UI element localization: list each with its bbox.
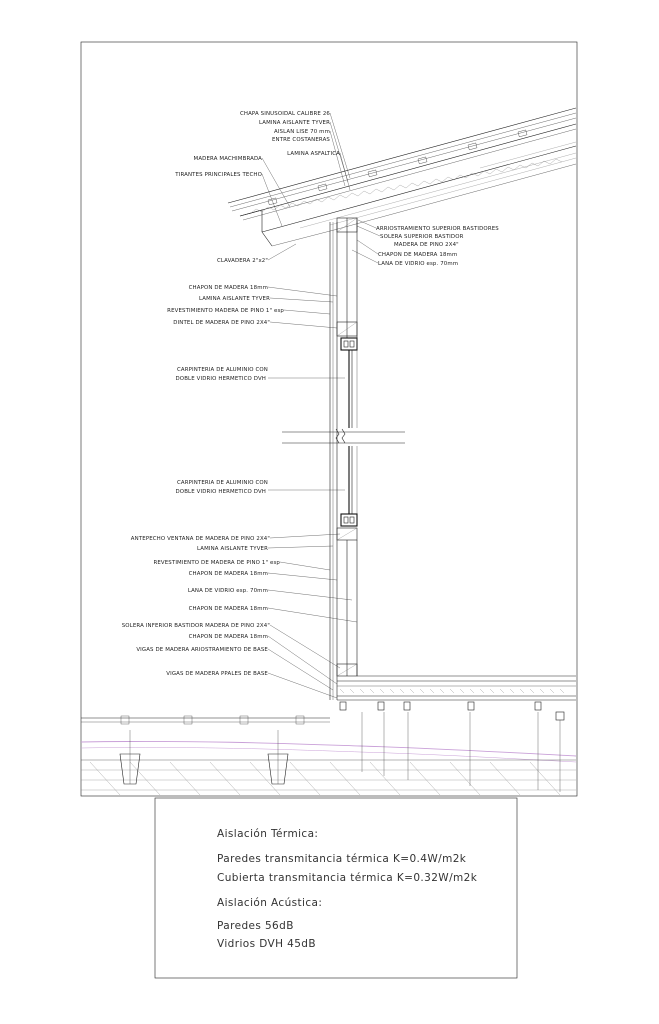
exterior-deck (81, 716, 330, 724)
window-frame-upper (341, 338, 357, 350)
label-carp2-b: DOBLE VIDRIO HERMETICO DVH (175, 489, 266, 495)
wall-assembly (282, 218, 405, 700)
label-chapa: CHAPA SINUSOIDAL CALIBRE 26 (239, 111, 330, 117)
label-antepecho: ANTEPECHO VENTANA DE MADERA DE PINO 2X4" (130, 536, 270, 542)
label-solera-inf: SOLERA INFERIOR BASTIDOR MADERA DE PINO 2X4" (121, 623, 270, 629)
label-revest-2: REVESTIMIENTO DE MADERA DE PINO 1" esp (153, 560, 280, 566)
note-cubierta-termica: Cubierta transmitancia térmica K=0.32W/m2k (217, 872, 478, 884)
label-solera-sup: SOLERA SUPERIOR BASTIDOR (380, 234, 464, 240)
label-lamina-2: LAMINA AISLANTE TYVER (196, 546, 268, 552)
label-lamina-asfaltica: LAMINA ASFALTICA (287, 151, 340, 157)
floor-assembly (337, 676, 576, 720)
label-lamina-1: LAMINA AISLANTE TYVER (198, 296, 270, 302)
label-chapon-1: CHAPON DE MADERA 18mm (188, 285, 268, 291)
label-dintel: DINTEL DE MADERA DE PINO 2X4" (173, 320, 270, 326)
notes-box (155, 798, 517, 978)
label-madera-mach: MADERA MACHIMBRADA (193, 156, 262, 162)
label-vigas-arr: VIGAS DE MADERA ARIOSTRAMIENTO DE BASE (136, 647, 268, 653)
label-revest-1: REVESTIMIENTO MADERA DE PINO 1" esp (167, 308, 284, 314)
window-frame-lower (341, 514, 357, 526)
label-clavadera: CLAVADERA 2"x2" (216, 258, 268, 264)
label-chapon-4: CHAPON DE MADERA 18mm (188, 634, 268, 640)
floor-fixings (340, 702, 564, 720)
label-lamina-top: LAMINA AISLANTE TYVER (258, 120, 330, 126)
label-madera-pino-r: MADERA DE PINO 2X4" (394, 242, 459, 248)
note-acustica-title: Aislación Acústica: (217, 897, 323, 909)
label-arriostramiento: ARRIOSTRAMIENTO SUPERIOR BASTIDORES (376, 226, 499, 232)
label-carp2-a: CARPINTERIA DE ALUMINIO CON (176, 480, 268, 486)
label-costaneras: ENTRE COSTANERAS (271, 137, 330, 143)
label-aislan: AISLAN LISE 70 mm (273, 129, 330, 135)
ground-section (81, 712, 576, 795)
label-carp1-a: CARPINTERIA DE ALUMINIO CON (176, 367, 268, 373)
label-chapon-2: CHAPON DE MADERA 18mm (188, 571, 268, 577)
annotations (122, 111, 500, 698)
label-chapon-3: CHAPON DE MADERA 18mm (188, 606, 268, 612)
break-line (282, 429, 405, 443)
note-paredes-acustica: Paredes 56dB (217, 920, 294, 932)
label-chapon-r: CHAPON DE MADERA 18mm (378, 252, 458, 258)
note-paredes-termica: Paredes transmitancia térmica K=0.4W/m2k (217, 853, 467, 865)
note-termica-title: Aislación Térmica: (217, 828, 319, 840)
label-lana-r: LANA DE VIDRIO esp. 70mm (378, 261, 459, 267)
label-vigas-ppal: VIGAS DE MADERA PPALES DE BASE (166, 671, 268, 677)
label-lana-2: LANA DE VIDRIO esp. 70mm (187, 588, 268, 594)
ground-line (81, 741, 576, 756)
note-vidrios-acustica: Vidrios DVH 45dB (217, 938, 316, 950)
label-carp1-b: DOBLE VIDRIO HERMETICO DVH (175, 376, 266, 382)
label-tirantes: TIRANTES PRINCIPALES TECHO (175, 172, 262, 178)
